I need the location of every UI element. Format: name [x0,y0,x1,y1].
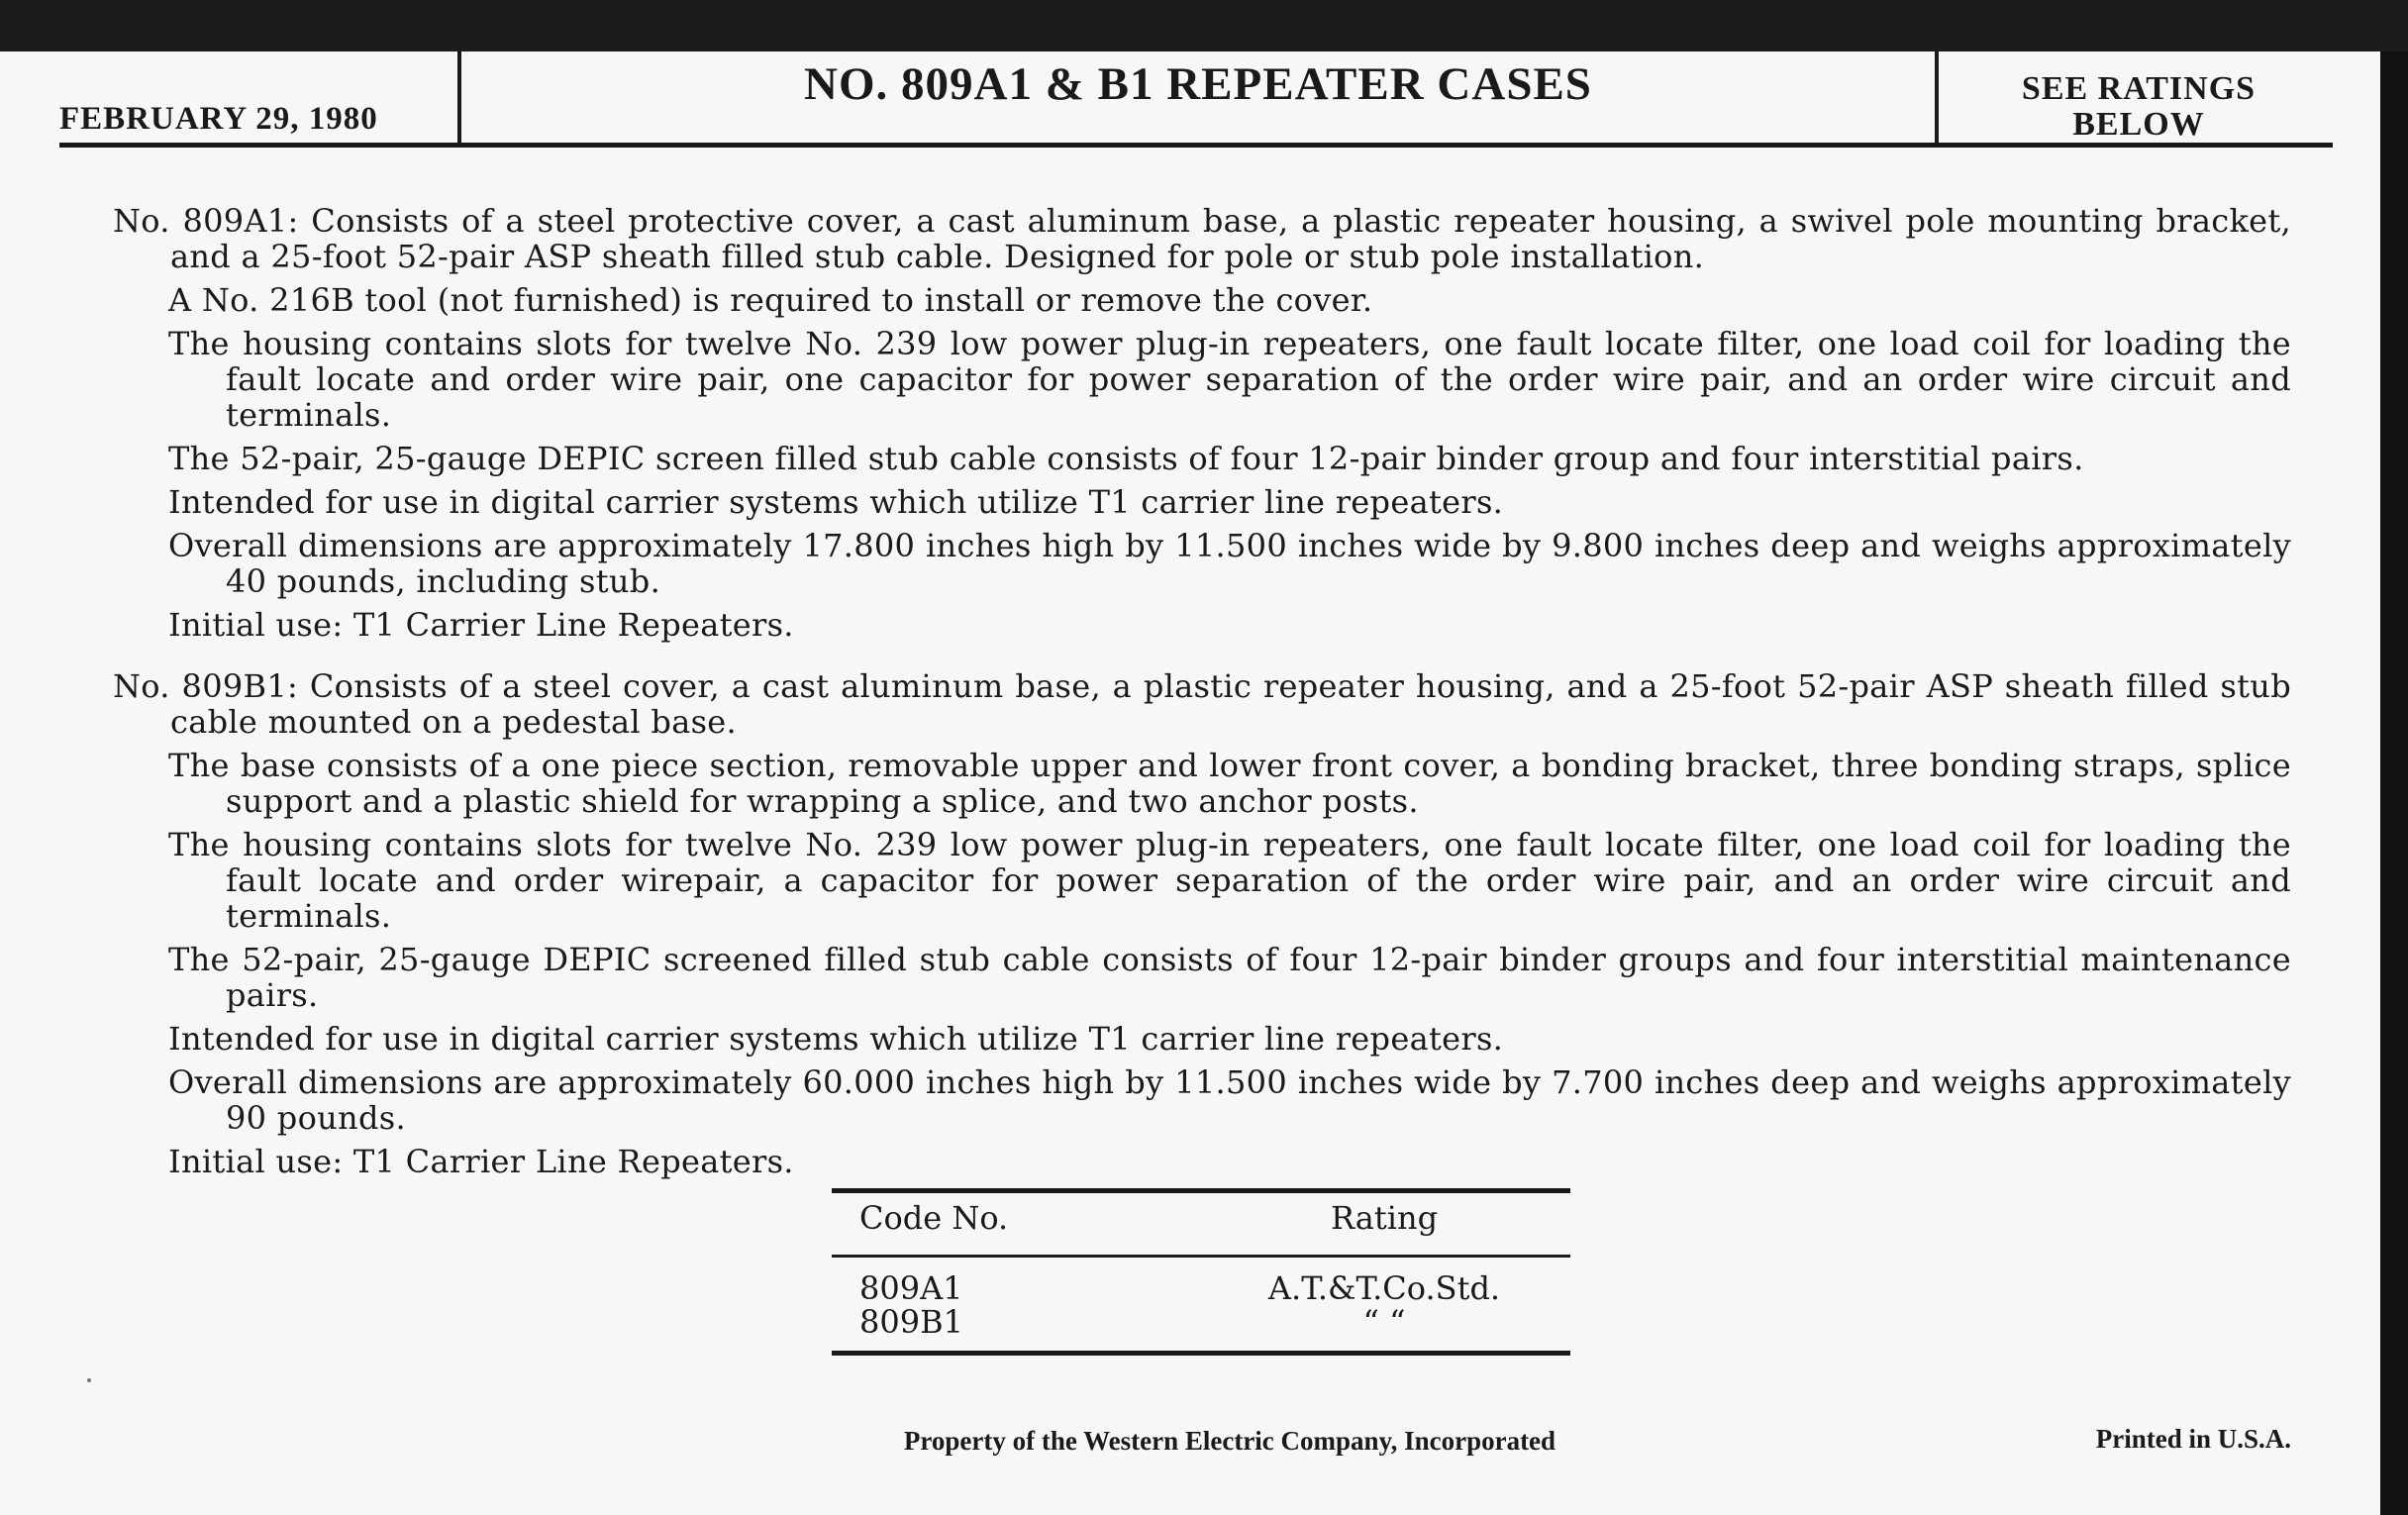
paragraph: Intended for use in digital carrier systems which utilize T1 carrier line repeaters. [168,483,1504,521]
code-cell: 809A1 [859,1269,963,1307]
header-divider-left [457,51,461,146]
paragraph: No. 809A1: Consists of a steel protective cover, a cast aluminum base, a plastic repeater housing, a swivel pole mounting bracket, and a 25-foot 52-pair ASP sheath filled stub cable. Designed for pole or stub pole installation. [113,202,2291,275]
code-cell: 809B1 [859,1303,963,1341]
description-body [113,203,2291,1187]
column-header-rating: Rating [1330,1199,1439,1237]
table-rule-bottom [832,1351,1570,1356]
rating-cell: A.T.&T.Co.Std. [1267,1269,1501,1307]
rating-note-line-1: SEE RATINGS [2021,70,2257,107]
table-header-row [832,1193,1570,1237]
header-rule [59,143,2333,148]
table-row [832,1271,1570,1305]
paragraph: Intended for use in digital carrier systems which utilize T1 carrier line repeaters. [168,1020,1504,1058]
column-header-code: Code No. [859,1199,1009,1237]
paragraph: The 52-pair, 25-gauge DEPIC screen filled stub cable consists of four 12-pair binder group and four interstitial pairs. [168,440,2084,477]
paragraph: The base consists of a one piece section, removable upper and lower front cover, a bonding bracket, three bonding straps, splice support and a plastic shield for wrapping a splice, and two anchor posts. [168,747,2291,820]
page-title: NO. 809A1 & B1 REPEATER CASES [804,58,1592,110]
ratings-table [832,1188,1570,1356]
section-gap [113,651,2291,668]
header-rating-note [1941,71,2337,143]
scan-speck [87,1378,91,1382]
paragraph: Initial use: T1 Carrier Line Repeaters. [168,606,794,644]
section-809a1 [113,203,2291,643]
rating-note-line-2: BELOW [2072,106,2205,143]
paragraph: The 52-pair, 25-gauge DEPIC screened filled stub cable consists of four 12-pair binder groups and four interstitial maintenance pairs. [168,941,2291,1014]
scan-edge [2380,51,2408,1515]
paragraph: No. 809B1: Consists of a steel cover, a cast aluminum base, a plastic repeater housing, and a 25-foot 52-pair ASP sheath filled stub cable mounted on a pedestal base. [113,667,2291,741]
footer-property: Property of the Western Electric Company, Incorporated [903,1426,1556,1456]
paragraph: A No. 216B tool (not furnished) is required to install or remove the cover. [168,281,1373,319]
footer-printed: Printed in U.S.A. [2095,1424,2291,1454]
header-divider-right [1935,51,1939,146]
paragraph: The housing contains slots for twelve No. 239 low power plug-in repeaters, one fault locate filter, one load coil for loading the fault locate and order wire pair, one capacitor for power separation of the order wire pair, and an order wire circuit and terminals. [168,325,2291,434]
table-row [832,1305,1570,1339]
rating-cell: “ “ [1362,1303,1406,1341]
paragraph: The housing contains slots for twelve No. 239 low power plug-in repeaters, one fault locate filter, one load coil for loading the fault locate and order wirepair, a capacitor for power separation of the order wire pair, and an order wire circuit and terminals. [168,826,2291,935]
section-809b1 [113,668,2291,1179]
table-body [832,1258,1570,1339]
header-date: FEBRUARY 29, 1980 [59,101,378,137]
paragraph: Initial use: T1 Carrier Line Repeaters. [168,1143,794,1180]
paragraph: Overall dimensions are approximately 17.800 inches high by 11.500 inches wide by 9.800 inches deep and weighs approximately 40 pounds, including stub. [168,527,2291,600]
paragraph: Overall dimensions are approximately 60.000 inches high by 11.500 inches wide by 7.700 inches deep and weighs approximately 90 pounds. [168,1063,2291,1137]
